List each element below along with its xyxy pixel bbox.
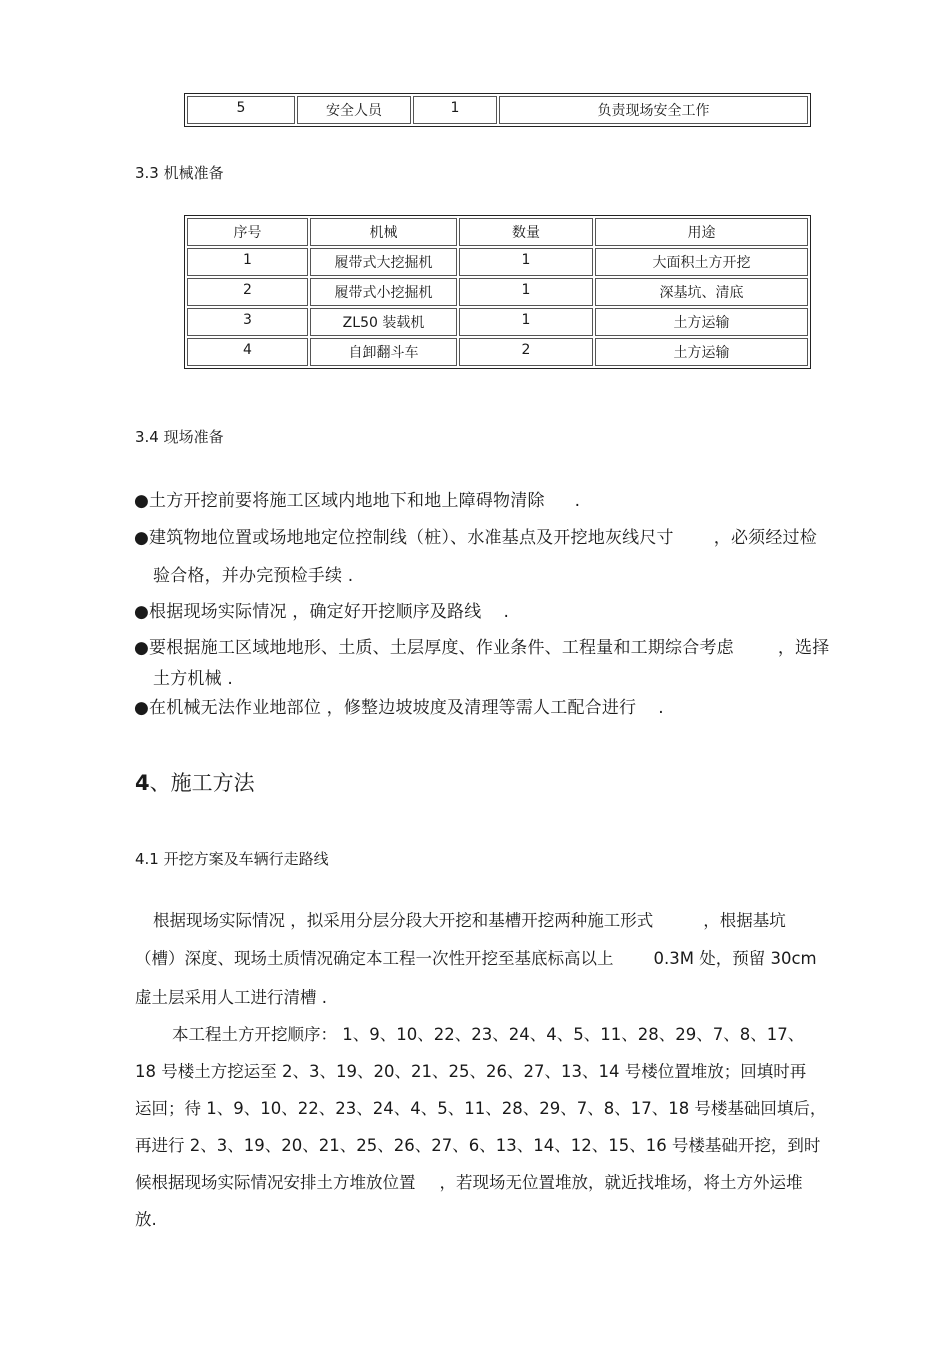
bullet-text: ，选择 — [777, 638, 830, 658]
paragraph-line: 再进行 2、3、19、20、21、25、26、27、6、13、14、12、15、16 号楼基础开挖，到时 — [135, 1136, 821, 1155]
bullet-dot: ● — [134, 602, 150, 622]
table-header-cell: 用途 — [595, 218, 808, 246]
bullet-item — [134, 633, 829, 658]
bullet-text: 要根据施工区域地地形、土质、土层厚度、作业条件、工程量和工期综合考虑 — [149, 638, 734, 658]
paragraph-line: 放. — [135, 1210, 157, 1229]
machine-table — [184, 215, 811, 369]
table-cell: 3 — [187, 308, 308, 336]
bullet-text: 建筑物地位置或场地地定位控制线（桩）、水准基点及开挖地灰线尺寸 — [149, 528, 674, 548]
bullet-text: . — [574, 491, 581, 511]
table-cell: 深基坑、清底 — [595, 278, 808, 306]
bullet-continuation: 验合格，并办完预检手续 . — [153, 566, 354, 586]
table-header-cell: 机械 — [310, 218, 457, 246]
table-cell: 2 — [459, 338, 593, 366]
table-row — [187, 278, 808, 306]
table-cell: 1 — [413, 96, 497, 124]
table-cell: 履带式大挖掘机 — [310, 248, 457, 276]
bullet-text: 根据现场实际情况 ，确定好开挖顺序及路线 — [149, 602, 482, 622]
bullet-text: 在机械无法作业地部位 ，修整边坡坡度及清理等需人工配合进行 — [149, 698, 637, 718]
table-cell: 负责现场安全工作 — [499, 96, 808, 124]
bullet-dot: ● — [134, 491, 150, 511]
paragraph-text: ，若现场无位置堆放，就近找堆场，将土方外运堆 — [439, 1173, 803, 1192]
table-cell: 土方运输 — [595, 308, 808, 336]
section-title: 施工方法 — [170, 771, 255, 795]
table-cell: 1 — [459, 248, 593, 276]
bullet-dot: ● — [134, 638, 150, 658]
table-cell: 土方运输 — [595, 338, 808, 366]
paragraph-line — [153, 907, 786, 931]
table-row — [187, 248, 808, 276]
bullet-text: . — [503, 602, 510, 622]
bullet-text: . — [658, 698, 664, 718]
table-row — [187, 308, 808, 336]
bullet-text: 土方开挖前要将施工区域内地地下和地上障碍物清除 — [149, 491, 545, 511]
bullet-item — [134, 693, 664, 718]
paragraph-line: 运回；待 1、9、10、22、23、24、4、5、11、28、29、7、8、17、18 号楼基础回填后， — [135, 1099, 827, 1118]
table-header-cell: 数量 — [459, 218, 593, 246]
paragraph-text: 0.3M 处，预留 30cm — [653, 949, 817, 968]
paragraph-text: （槽）深度、现场土质情况确定本工程一次性开挖至基底标高以上 — [135, 949, 614, 968]
bullet-item — [134, 523, 817, 548]
bullet-continuation: 土方机械 . — [153, 669, 234, 689]
table-cell: 1 — [459, 308, 593, 336]
bullet-dot: ● — [134, 698, 150, 718]
table-cell: 大面积土方开挖 — [595, 248, 808, 276]
section-3-3-heading: 3.3 机械准备 — [135, 164, 224, 182]
table-cell: 安全人员 — [297, 96, 411, 124]
section-4-1-heading: 4.1 开挖方案及车辆行走路线 — [135, 850, 329, 868]
table-cell: 4 — [187, 338, 308, 366]
table-header-row — [187, 218, 808, 246]
table-cell: 5 — [187, 96, 295, 124]
table-row — [187, 96, 808, 124]
section-4-heading — [135, 767, 255, 797]
table-cell: 2 — [187, 278, 308, 306]
staff-table — [184, 93, 811, 127]
bullet-item — [134, 597, 509, 622]
paragraph-line — [135, 1169, 803, 1193]
bullet-dot: ● — [134, 528, 150, 548]
paragraph-line: 18 号楼土方挖运至 2、3、19、20、21、25、26、27、13、14 号楼位置堆放；回填时再 — [135, 1062, 807, 1081]
paragraph-text: ，根据基坑 — [703, 911, 786, 930]
paragraph-line: 本工程土方开挖顺序： 1、9、10、22、23、24、4、5、11、28、29、7、8、17、 — [172, 1025, 805, 1044]
table-cell: 自卸翻斗车 — [310, 338, 457, 366]
table-cell: 履带式小挖掘机 — [310, 278, 457, 306]
section-3-4-heading: 3.4 现场准备 — [135, 428, 224, 446]
paragraph-text: 候根据现场实际情况安排土方堆放位置 — [135, 1173, 416, 1192]
table-cell: ZL50 装载机 — [310, 308, 457, 336]
bullet-text: ，必须经过检 — [713, 528, 817, 548]
paragraph-line: 虚土层采用人工进行清槽 . — [135, 988, 327, 1007]
section-sep: 、 — [149, 771, 171, 795]
table-cell: 1 — [459, 278, 593, 306]
table-header-cell: 序号 — [187, 218, 308, 246]
paragraph-text: 根据现场实际情况 ，拟采用分层分段大开挖和基槽开挖两种施工形式 — [153, 911, 654, 930]
table-row — [187, 338, 808, 366]
section-number: 4 — [135, 771, 150, 795]
table-cell: 1 — [187, 248, 308, 276]
paragraph-line — [135, 945, 817, 969]
bullet-item — [134, 486, 580, 511]
